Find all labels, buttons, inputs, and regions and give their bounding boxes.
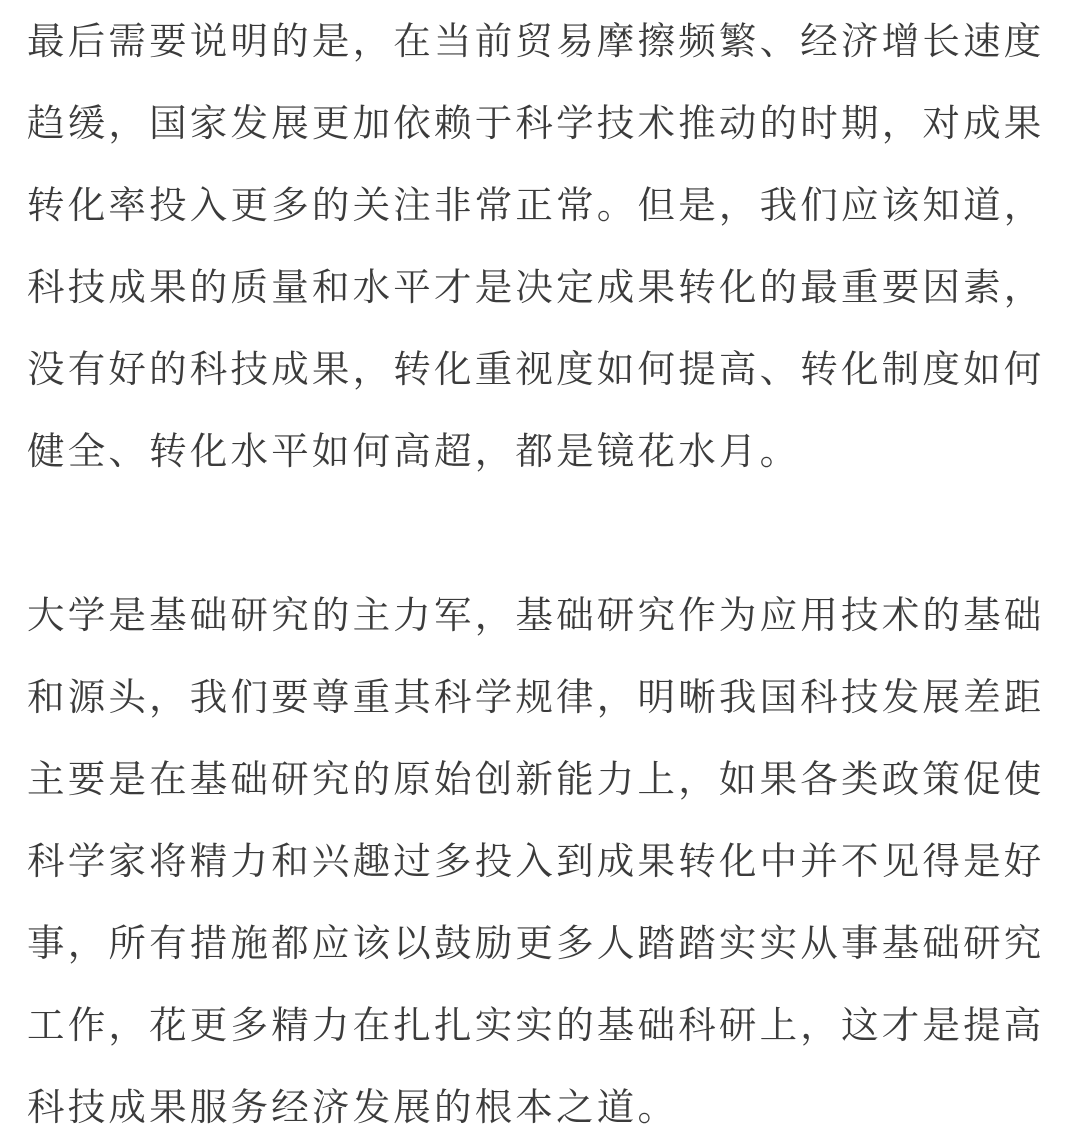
text-line: 事，所有措施都应该以鼓励更多人踏踏实实从事基础研究: [27, 921, 1045, 965]
paragraph-conclusion: [27, 0, 1062, 492]
text-line: 趋缓，国家发展更加依赖于科学技术推动的时期，对成果: [27, 101, 1045, 145]
paragraph-spacer: [27, 492, 1062, 574]
text-line: 最后需要说明的是，在当前贸易摩擦频繁、经济增长速度: [27, 19, 1045, 63]
text-line: 科学家将精力和兴趣过多投入到成果转化中并不见得是好: [27, 839, 1045, 883]
paragraph-basic-research: [27, 574, 1062, 1148]
text-line: 工作，花更多精力在扎扎实实的基础科研上，这才是提高: [27, 1003, 1045, 1047]
article-body: [27, 0, 1062, 1148]
text-line: 转化率投入更多的关注非常正常。但是，我们应该知道，: [27, 183, 1045, 227]
text-line: 没有好的科技成果，转化重视度如何提高、转化制度如何: [27, 347, 1045, 391]
text-line: 科技成果服务经济发展的根本之道。: [27, 1085, 679, 1129]
text-line: 科技成果的质量和水平才是决定成果转化的最重要因素，: [27, 265, 1045, 309]
text-line: 主要是在基础研究的原始创新能力上，如果各类政策促使: [27, 757, 1045, 801]
text-line: 和源头，我们要尊重其科学规律，明晰我国科技发展差距: [27, 675, 1045, 719]
text-line: 大学是基础研究的主力军，基础研究作为应用技术的基础: [27, 593, 1045, 637]
text-line: 健全、转化水平如何高超，都是镜花水月。: [27, 429, 801, 473]
